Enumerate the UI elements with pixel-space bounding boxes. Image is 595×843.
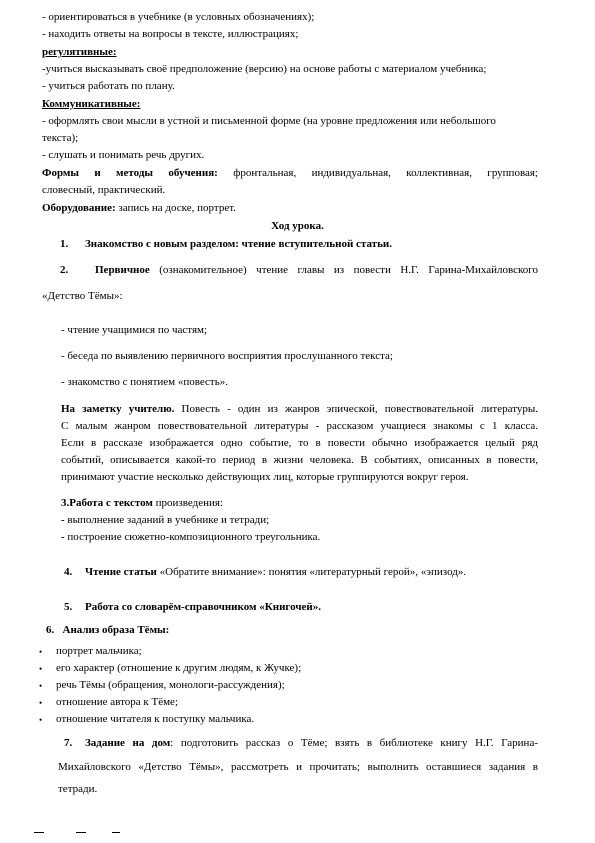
- step2-item-1: - чтение учащимися по частям;: [61, 324, 208, 336]
- step7-label: Задание на дом: [85, 737, 171, 749]
- communicative-line-2: текста);: [42, 132, 79, 144]
- step3-text: произведения:: [152, 497, 223, 509]
- step2-text: (ознакомительное) чтение главы из повести Н.Г. Гарина-Михайловского: [149, 264, 538, 276]
- step3-heading: [61, 497, 223, 510]
- step2-number: 2.: [60, 264, 69, 276]
- dash-marker: -: [61, 514, 68, 526]
- communicative-heading: Коммуникативные:: [42, 98, 141, 110]
- note-label: На заметку учителю.: [61, 403, 175, 415]
- step7-line-3: тетради.: [58, 783, 98, 795]
- step4-label: Чтение статьи: [85, 566, 157, 578]
- forms-line-1: [42, 167, 538, 180]
- note-line-2: С малым жанром повествовательной литературы - рассказом учащиеся знакомы с 1 класса.: [61, 420, 538, 432]
- bullet-icon: •: [39, 715, 43, 725]
- regulative-heading: регулятивные:: [42, 46, 117, 58]
- bullet-icon: •: [39, 647, 43, 657]
- note-line-3: Если в рассказе изображается одно событие, то в повести обычно изображается целый ряд: [61, 437, 538, 449]
- note-line-5: принимают участие несколько действующих лиц, которые группируются вокруг героя.: [61, 471, 469, 483]
- communicative-line-3: - слушать и понимать речь других.: [42, 149, 205, 161]
- bullet-icon: •: [39, 681, 43, 691]
- step6-item-5: отношение читателя к поступку мальчика.: [56, 713, 255, 725]
- bullet-icon: •: [39, 664, 43, 674]
- step5-number: 5.: [64, 601, 73, 613]
- equipment-line: [42, 202, 236, 215]
- note-line-1-text: Повесть - один из жанров эпической, повествовательной литературы.: [174, 403, 538, 415]
- intro-line-2: - находить ответы на вопросы в тексте, иллюстрациях;: [42, 28, 299, 40]
- step6-item-4: отношение автора к Тёме;: [56, 696, 178, 708]
- step2-line-1: [95, 264, 538, 277]
- step6-item-3: речь Тёмы (обращения, монологи-рассуждения);: [56, 679, 285, 691]
- communicative-line-1: - оформлять свои мысли в устной и письменной форме (на уровне предложения или небольшого: [42, 115, 496, 127]
- equipment-label: Оборудование:: [42, 202, 116, 214]
- step6-item-2: его характер (отношение к другим людям, к Жучке);: [56, 662, 302, 674]
- forms-text: фронтальная, индивидуальная, коллективная, групповая;: [217, 167, 538, 179]
- step3-item-2-text: построение сюжетно-композиционного треугольника.: [67, 531, 321, 543]
- regulative-line-1: -учиться высказывать своё предположение (версию) на основе работы с материалом учебника;: [42, 63, 487, 75]
- footer-fragment: [112, 832, 120, 843]
- step5-text: Работа со словарём-справочником «Книгочей».: [85, 601, 322, 613]
- forms-label: Формы и методы обучения:: [42, 167, 218, 179]
- step7-line-2: Михайловского «Детство Тёмы», рассмотреть и прочитать; выполнить оставшиеся задания в: [58, 761, 538, 773]
- step2-item-2: - беседа по выявлению первичного восприятия прослушанного текста;: [61, 350, 393, 362]
- step3-item-1: [61, 514, 269, 527]
- step2-item-3: - знакомство с понятием «повесть».: [61, 376, 229, 388]
- step6-title: 6. Анализ образа Тёмы:: [46, 624, 170, 636]
- step2-bold: Первичное: [95, 264, 150, 276]
- step7-text: : подготовить рассказ о Тёме; взять в библиотеке книгу Н.Г. Гарина-: [170, 737, 538, 749]
- step1-number: 1.: [60, 238, 69, 250]
- step3-item-1-text: выполнение заданий в учебнике и тетради;: [67, 514, 270, 526]
- intro-line-1: - ориентироваться в учебнике (в условных обозначениях);: [42, 11, 315, 23]
- step4-number: 4.: [64, 566, 73, 578]
- note-line-4: событий, описывается какой-то период в жизни человека. В событиях, описанных в повести,: [61, 454, 538, 466]
- step4-text: «Обратите внимание»: понятия «литературный герой», «эпизод».: [156, 566, 467, 578]
- step4-line: [85, 566, 466, 579]
- step1-text: Знакомство с новым разделом: чтение вступительной статьи.: [85, 238, 392, 250]
- footer-fragment: [34, 832, 44, 843]
- step3-label: 3.Работа с текстом: [61, 497, 153, 509]
- note-line-1: [61, 403, 538, 416]
- regulative-line-2: - учиться работать по плану.: [42, 80, 175, 92]
- footer-fragment: [76, 832, 86, 843]
- dash-marker: -: [61, 531, 68, 543]
- bullet-icon: •: [39, 698, 43, 708]
- step6-item-1: портрет мальчика;: [56, 645, 142, 657]
- forms-line-2: словесный, практический.: [42, 184, 166, 196]
- step7-line-1: [85, 737, 538, 750]
- step2-line-2: «Детство Тёмы»:: [42, 290, 123, 302]
- step3-item-2: [61, 531, 320, 544]
- step7-number: 7.: [64, 737, 73, 749]
- lesson-title: Ход урока.: [271, 220, 324, 232]
- equipment-text: запись на доске, портрет.: [115, 202, 236, 214]
